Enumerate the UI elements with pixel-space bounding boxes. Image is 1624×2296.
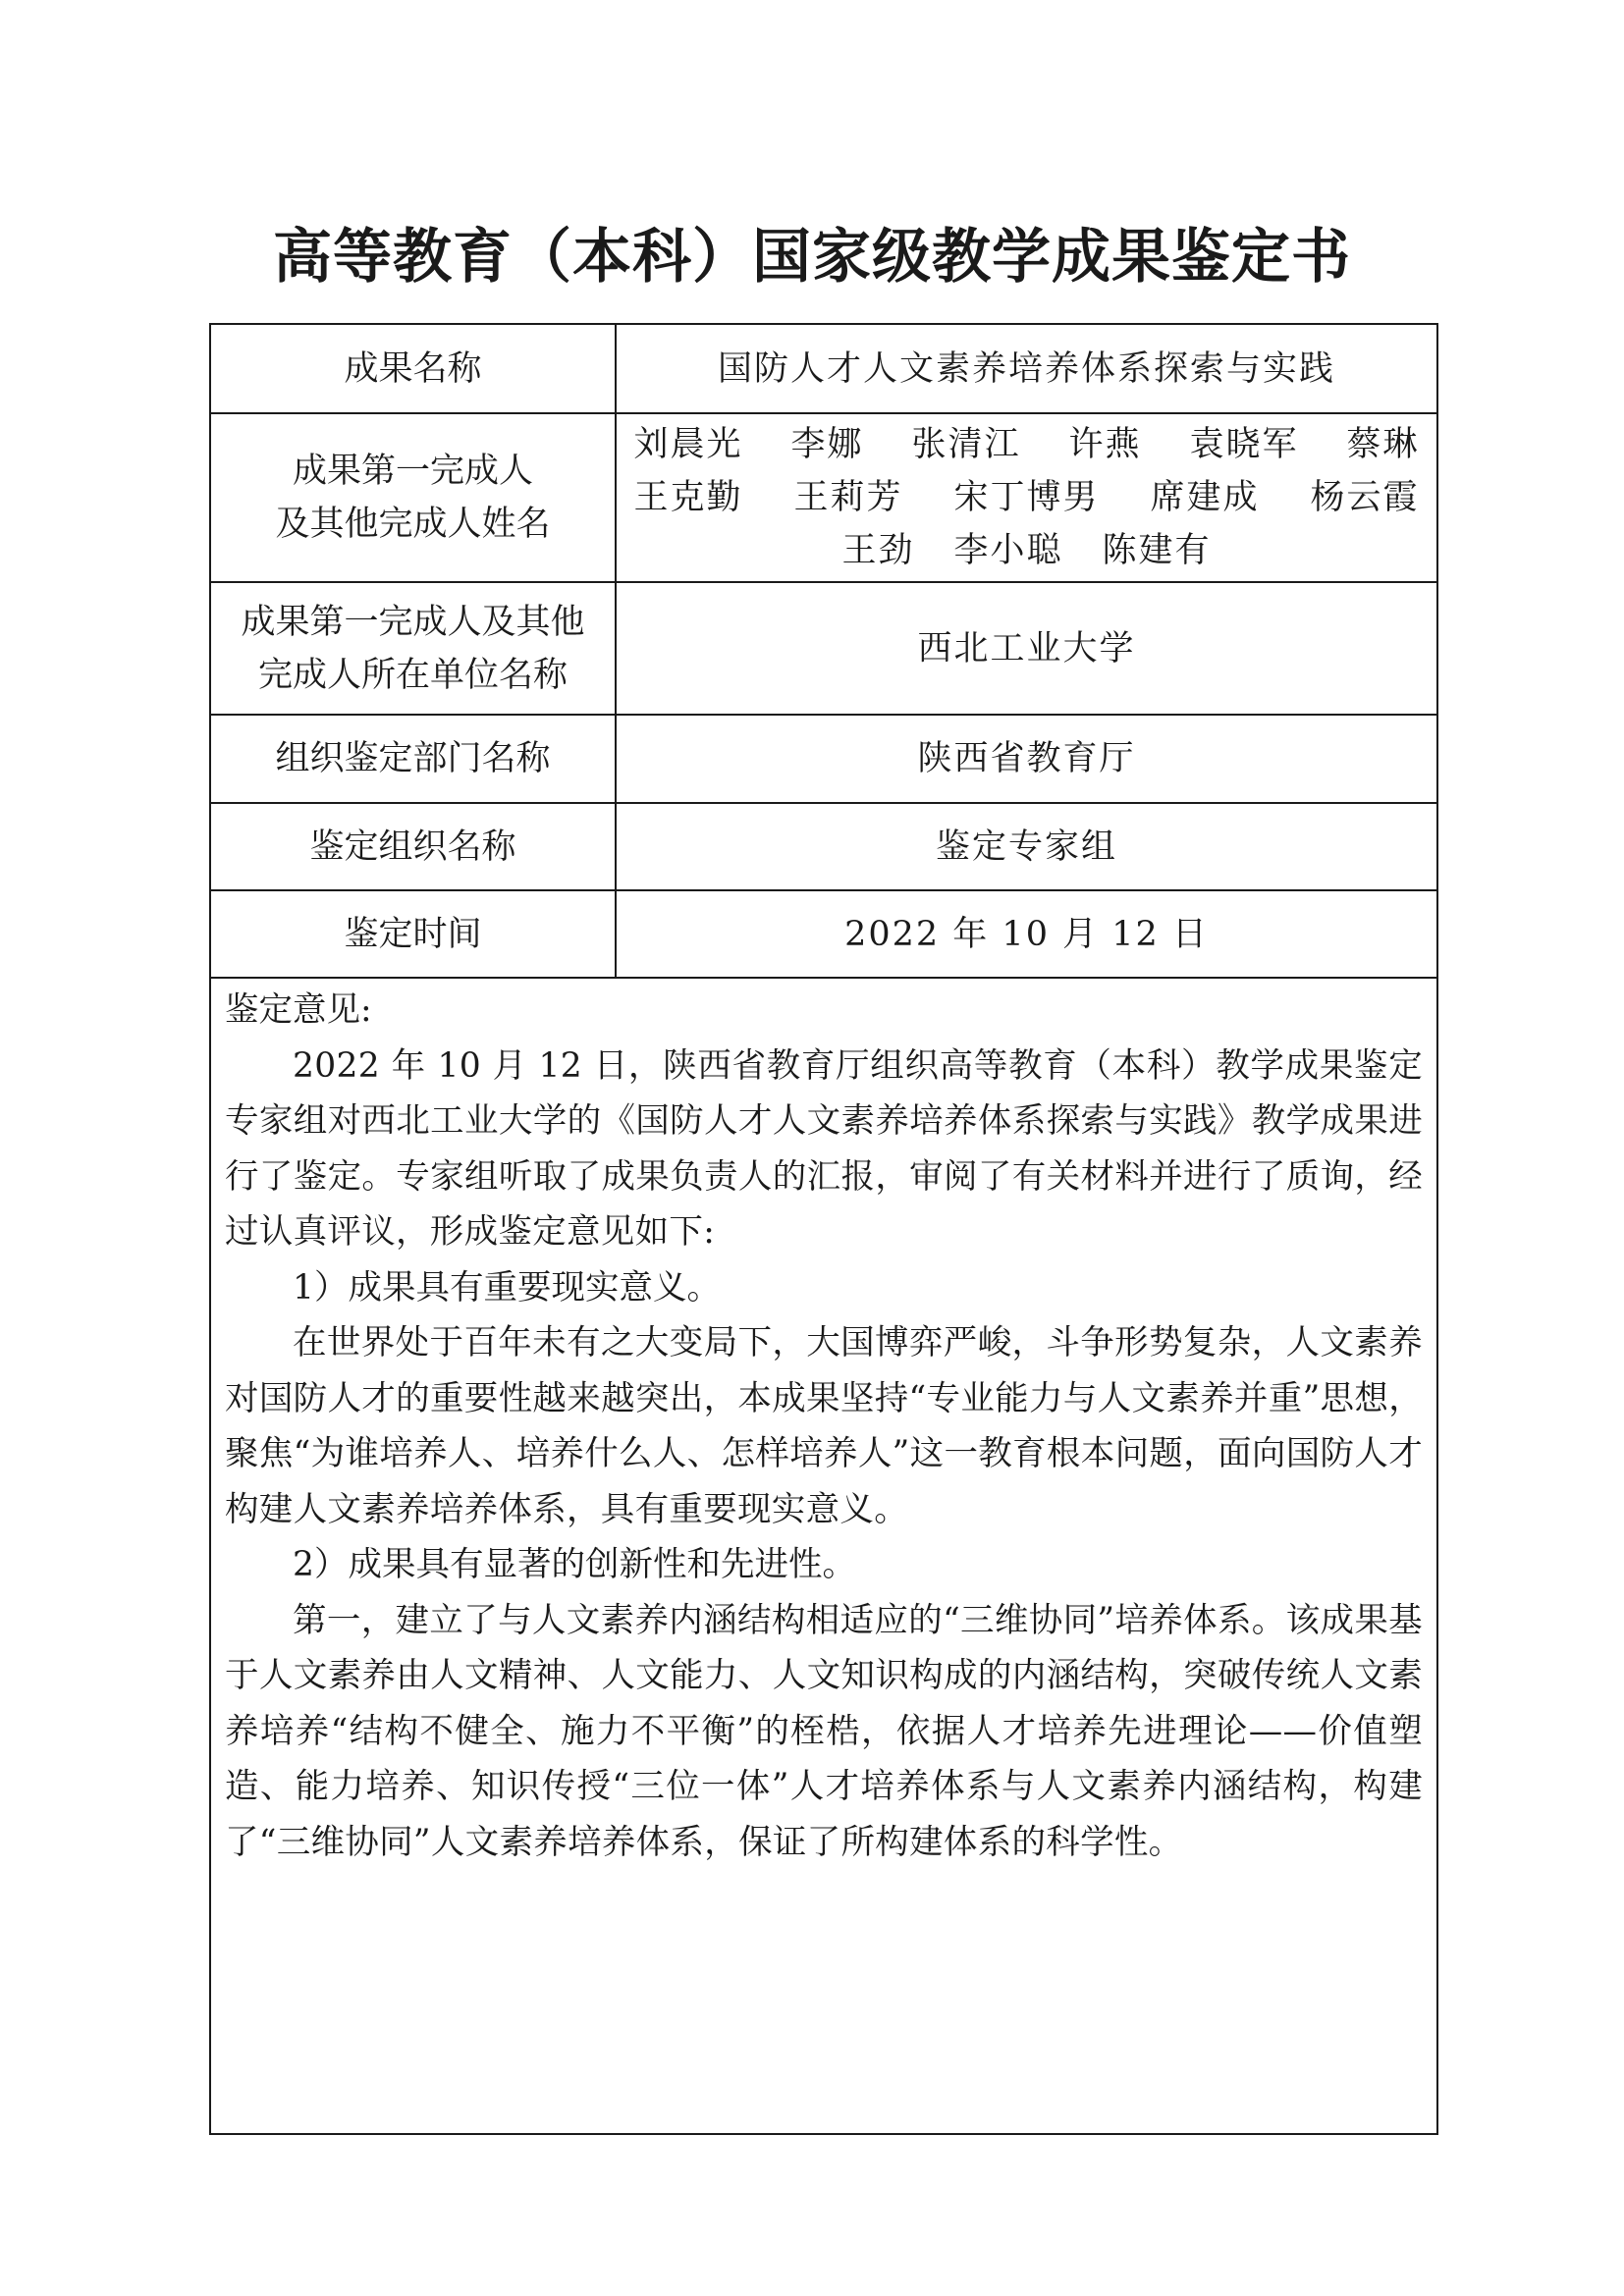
- unit-value: 西北工业大学: [917, 628, 1136, 668]
- row-organizer: [211, 716, 1436, 804]
- appraisal-org-value: 鉴定专家组: [935, 827, 1117, 867]
- achievement-name-label: 成果名称: [211, 325, 617, 412]
- appraisal-time-label: 鉴定时间: [211, 891, 617, 977]
- organizer-value: 陕西省教育厅: [917, 739, 1136, 778]
- completer-name: 宋丁博男: [953, 478, 1100, 517]
- completer-name: 席建成: [1150, 478, 1260, 517]
- opinion-paragraph-3: 第一，建立了与人文素养内涵结构相适应的“三维协同”培养体系。该成果基于人文素养由人文精神、人文能力、人文知识构成的内涵结构，突破传统人文素养培养“结构不健全、施力不平衡”的桎梏，依据人才培养先进理论——价值塑造、能力培养、知识传授“三位一体”人才培养体系与人文素养内涵结构，构建了“三维协同”人文素养培养体系，保证了所构建体系的科学性。: [225, 1600, 1423, 1862]
- completer-name: 李小聪: [953, 531, 1063, 570]
- completer-name: 袁晓军: [1189, 425, 1299, 464]
- completer-name: 王劲: [841, 531, 915, 570]
- row-completers: [211, 414, 1436, 583]
- completers-label-line2: 及其他完成人姓名: [275, 505, 551, 544]
- opinion-point-2-heading: 2）成果具有显著的创新性和先进性。: [293, 1545, 856, 1584]
- appraisal-time-value: 2022 年 10 月 12 日: [844, 914, 1209, 954]
- row-appraisal-time: [211, 891, 1436, 979]
- opinion-paragraph-1: 2022 年 10 月 12 日，陕西省教育厅组织高等教育（本科）教学成果鉴定专家组对西北工业大学的《国防人才人文素养培养体系探索与实践》教学成果进行了鉴定。专家组听取了成果负责人的汇报，审阅了有关材料并进行了质询，经过认真评议，形成鉴定意见如下:: [225, 1045, 1423, 1252]
- completers-names: [617, 414, 1436, 581]
- names-line-3: [634, 524, 1420, 577]
- row-appraisal-org: [211, 804, 1436, 891]
- appraisal-opinion: [225, 981, 1423, 1870]
- completer-name: 李娜: [790, 425, 864, 464]
- names-line-2: [634, 471, 1420, 524]
- completer-name: 王莉芳: [793, 478, 903, 517]
- opinion-heading: 鉴定意见:: [225, 990, 372, 1030]
- completer-name: 杨云霞: [1310, 478, 1420, 517]
- completer-name: 王克勤: [633, 478, 743, 517]
- completer-name: 陈建有: [1102, 531, 1212, 570]
- completers-label-line1: 成果第一完成人: [292, 452, 533, 491]
- unit-label-line2: 完成人所在单位名称: [257, 655, 568, 695]
- completers-label: [211, 414, 617, 581]
- completer-name: 许燕: [1068, 425, 1142, 464]
- appraisal-table: [209, 323, 1438, 2135]
- row-unit: [211, 583, 1436, 716]
- completer-name: 刘晨光: [633, 425, 743, 464]
- opinion-point-1-heading: 1）成果具有重要现实意义。: [293, 1267, 721, 1308]
- unit-label: [211, 583, 617, 714]
- appraisal-org-label: 鉴定组织名称: [211, 804, 617, 889]
- row-achievement-name: [211, 325, 1436, 414]
- names-line-1: [634, 418, 1420, 471]
- opinion-paragraph-2: 在世界处于百年未有之大变局下，大国博弈严峻，斗争形势复杂，人文素养对国防人才的重要性越来越突出，本成果坚持“专业能力与人文素养并重”思想，聚焦“为谁培养人、培养什么人、怎样培养人”这一教育根本问题，面向国防人才构建人文素养培养体系，具有重要现实意义。: [225, 1323, 1423, 1529]
- completer-name: 张清江: [911, 425, 1021, 464]
- document-title: 高等教育（本科）国家级教学成果鉴定书: [273, 223, 1351, 292]
- unit-label-line1: 成果第一完成人及其他: [241, 602, 585, 642]
- completer-name: 蔡琳: [1346, 425, 1420, 464]
- achievement-name-value: 国防人才人文素养培养体系探索与实践: [717, 348, 1335, 389]
- organizer-label: 组织鉴定部门名称: [211, 716, 617, 802]
